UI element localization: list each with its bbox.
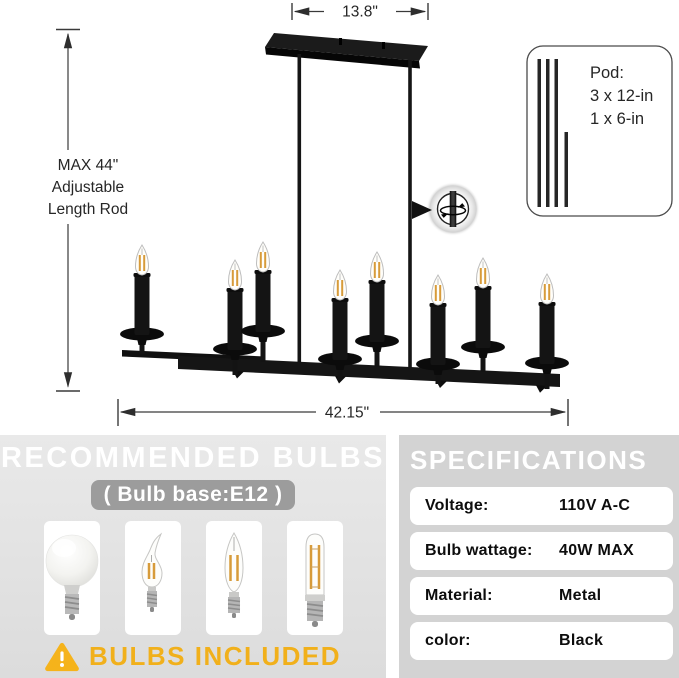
- spec-label: Material:: [425, 587, 493, 605]
- bulb-card-flame-tip: [125, 521, 181, 635]
- recommended-bulbs-panel: [0, 435, 386, 678]
- tubular-bulb-icon: [287, 521, 343, 635]
- candle-4: [318, 270, 362, 370]
- dimension-left: [48, 30, 128, 392]
- bulb-card-torpedo: [206, 521, 262, 635]
- candle-1: [120, 245, 164, 345]
- pod-rod-icon: [555, 59, 559, 207]
- dim-top-label: 13.8": [342, 3, 378, 21]
- pod-parts-box: [527, 46, 672, 216]
- candle-8: [525, 274, 569, 374]
- max-rod-label-line1: MAX 44": [57, 157, 119, 174]
- candle-2: [213, 260, 257, 360]
- spec-value: Black: [559, 632, 604, 650]
- candle-6: [416, 275, 460, 375]
- hanging-rod-left: [298, 54, 302, 362]
- specifications-panel: [399, 435, 679, 678]
- spec-row-wattage: [410, 532, 673, 570]
- pod-line2: 1 x 6-in: [590, 110, 645, 128]
- spec-label: Voltage:: [425, 497, 489, 515]
- bulb-card-globe: [44, 521, 100, 635]
- dim-bottom-label: 42.15": [324, 404, 370, 422]
- rod-connector-detail: [416, 182, 480, 236]
- bulbs-included-banner: [0, 641, 386, 672]
- bulbs-included-label: BULBS INCLUDED: [88, 641, 342, 671]
- globe-bulb-icon: [44, 521, 100, 635]
- candle-5: [355, 252, 399, 352]
- bulb-cards: [0, 521, 386, 635]
- hanging-rod-right: [408, 60, 412, 368]
- spec-row-voltage: [410, 487, 673, 525]
- candle-7: [461, 258, 505, 358]
- bulbs-title: RECOMMENDED BULBS: [0, 442, 386, 474]
- bulb-card-tubular: [287, 521, 343, 635]
- pod-rod-short-icon: [565, 132, 569, 207]
- max-rod-label-line3: Length Rod: [47, 201, 129, 218]
- torpedo-bulb-icon: [206, 521, 262, 635]
- spec-value: 110V A-C: [559, 497, 631, 515]
- spec-label: color:: [425, 632, 471, 650]
- warning-icon: [45, 642, 79, 672]
- spec-row-color: [410, 622, 673, 660]
- specs-title: SPECIFICATIONS: [410, 445, 648, 475]
- dimension-top: [292, 3, 428, 21]
- candle-3: [241, 242, 285, 342]
- pod-title: Pod:: [590, 64, 624, 82]
- bulb-base-pill: ( Bulb base:E12 ): [91, 480, 296, 510]
- dimension-bottom: [118, 399, 568, 426]
- pod-line1: 3 x 12-in: [590, 87, 654, 105]
- spec-value: 40W MAX: [559, 542, 634, 560]
- spec-value: Metal: [559, 587, 602, 605]
- spec-label: Bulb wattage:: [425, 542, 533, 560]
- pod-rod-icon: [546, 59, 550, 207]
- ceiling-canopy: [265, 33, 428, 69]
- flame-tip-bulb-icon: [125, 521, 181, 635]
- max-rod-label-line2: Adjustable: [51, 179, 125, 196]
- spec-row-material: [410, 577, 673, 615]
- info-panels: [0, 435, 679, 678]
- pod-rod-icon: [538, 59, 542, 207]
